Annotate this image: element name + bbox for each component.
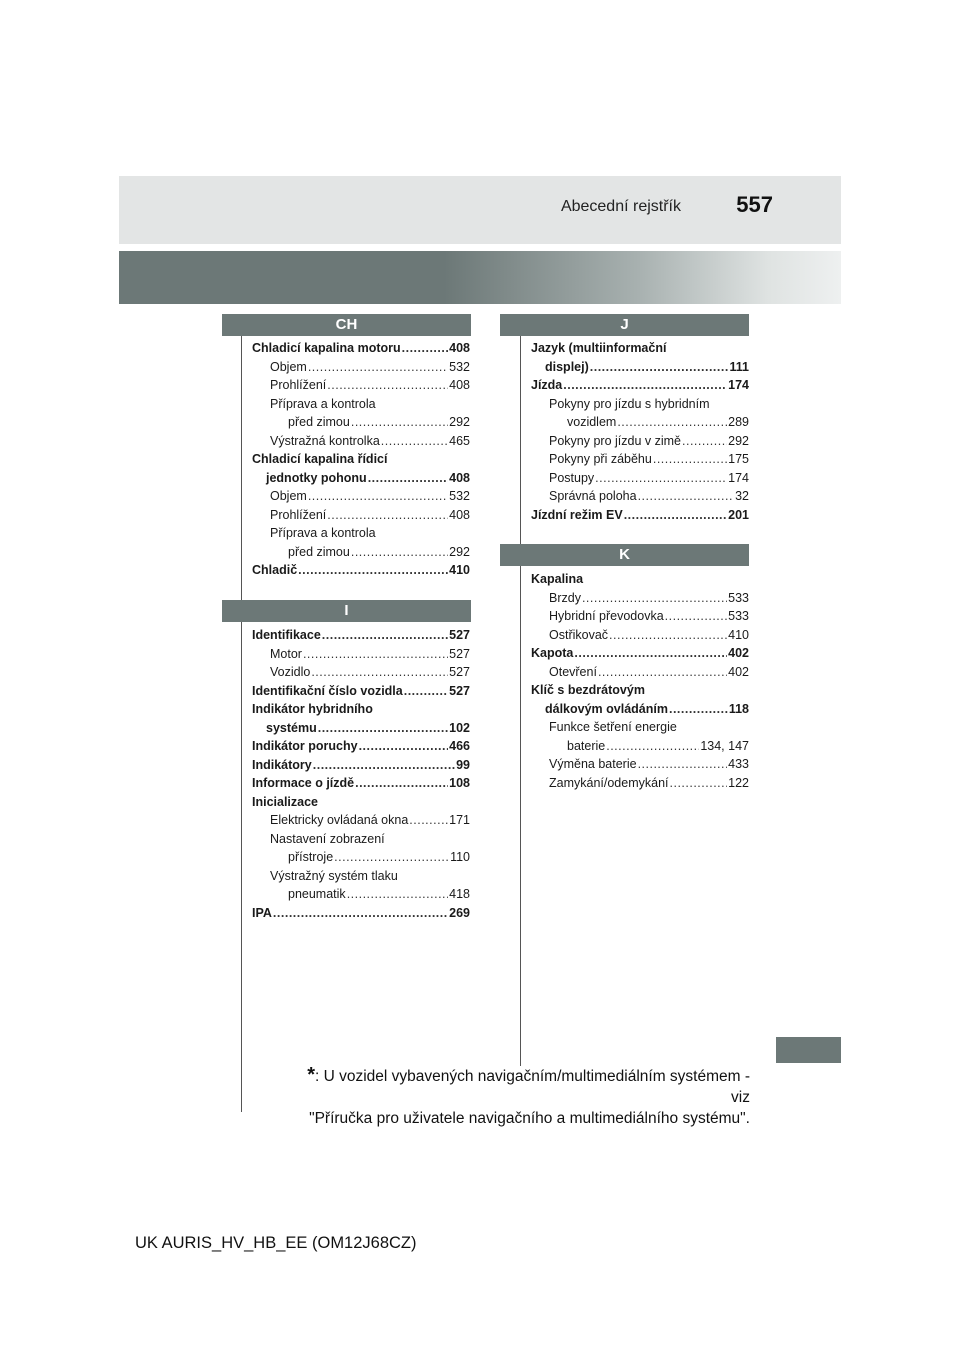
index-entry: Jízdní režim EV ..... 201 — [531, 506, 749, 525]
section-header-i — [222, 600, 471, 622]
index-entry: Inicializace — [252, 794, 319, 809]
footnote-line-1: : U vozidel vybavených navigačním/multimediálním systémem - viz — [314, 1068, 750, 1106]
index-entry: Příprava a kontrola — [270, 396, 376, 411]
index-entry: Prohlížení ..... 408 — [252, 376, 470, 395]
footnote — [285, 1066, 750, 1129]
index-entry: pneumatik ..... 418 — [252, 885, 470, 904]
index-entry: před zimou ..... 292 — [252, 543, 470, 562]
index-entry: Správná poloha ..... 32 — [531, 487, 749, 506]
footnote-marker: * — [307, 1064, 315, 1086]
section-header-j — [500, 314, 749, 336]
index-entry: Ostřikovač ..... 410 — [531, 626, 749, 645]
index-entry: baterie ..... 134, 147 — [531, 737, 749, 756]
index-entry: IPA ..... 269 — [252, 904, 470, 923]
document-code: UK AURIS_HV_HB_EE (OM12J68CZ) — [135, 1234, 417, 1252]
page-header — [119, 176, 841, 244]
index-entry: jednotky pohonu ..... 408 — [252, 469, 470, 488]
index-entry: Informace o jízdě ..... 108 — [252, 774, 470, 793]
footnote-line-2: "Příručka pro uživatele navigačního a multimediálního systému". — [309, 1110, 750, 1127]
section-header-k — [500, 544, 749, 566]
index-entry: Příprava a kontrola — [270, 526, 376, 540]
index-entry: Funkce šetření energie — [549, 720, 677, 734]
section-label: I — [344, 602, 349, 619]
index-entry: Pokyny pro jízdu v zimě ..... 292 — [531, 432, 749, 451]
index-entry: Brzdy ..... 533 — [531, 589, 749, 608]
index-entry: dálkovým ovládáním ..... 118 — [531, 700, 749, 719]
index-entry: Výměna baterie ..... 433 — [531, 755, 749, 774]
index-entry: Hybridní převodovka ..... 533 — [531, 607, 749, 626]
index-entry: Kapalina — [531, 572, 584, 586]
page-number: 557 — [736, 192, 773, 217]
section-label: CH — [335, 316, 358, 333]
index-entry: Pokyny pro jízdu s hybridním — [549, 396, 710, 411]
index-entry: Prohlížení ..... 408 — [252, 506, 470, 525]
header-band — [119, 251, 841, 304]
index-entry: Postupy ..... 174 — [531, 469, 749, 488]
index-entry: Výstražný systém tlaku — [270, 868, 398, 883]
index-list-ch — [252, 339, 470, 580]
section-header-ch — [222, 314, 471, 336]
index-list-k — [531, 570, 749, 792]
index-entry: displej) ..... 111 — [531, 358, 749, 377]
index-entry: Identifikace ..... 527 — [252, 626, 470, 645]
index-entry: Otevření ..... 402 — [531, 663, 749, 682]
index-entry: Pokyny při záběhu ..... 175 — [531, 450, 749, 469]
index-entry: Chladič ..... 410 — [252, 561, 470, 580]
index-entry: Nastavení zobrazení — [270, 831, 385, 846]
index-entry: Klíč s bezdrátovým — [531, 683, 645, 697]
index-entry: Indikátor poruchy ..... 466 — [252, 737, 470, 756]
index-entry: Elektricky ovládaná okna ..... 171 — [252, 811, 470, 830]
index-entry: Výstražná kontrolka ..... 465 — [252, 432, 470, 451]
index-entry: Vozidlo ..... 527 — [252, 663, 470, 682]
index-list-j — [531, 339, 749, 524]
middle-column-divider — [520, 336, 521, 1066]
section-label: K — [619, 546, 630, 563]
index-entry: před zimou ..... 292 — [252, 413, 470, 432]
index-entry: Objem ..... 532 — [252, 487, 470, 506]
index-entry: vozidlem ..... 289 — [531, 413, 749, 432]
index-entry: Chladicí kapalina řídicí — [252, 452, 388, 466]
index-entry: Kapota ..... 402 — [531, 644, 749, 663]
index-entry: Indikátory ..... 99 — [252, 756, 470, 775]
index-entry: Jazyk (multiinformační — [531, 341, 667, 355]
index-entry: systému ..... 102 — [252, 719, 470, 738]
index-entry: Chladicí kapalina motoru ..... 408 — [252, 339, 470, 358]
page-title: Abecední rejstřík — [560, 198, 681, 215]
index-entry: Indikátor hybridního — [252, 702, 373, 716]
index-entry: přístroje ..... 110 — [252, 848, 470, 867]
index-entry: Zamykání/odemykání ..... 122 — [531, 774, 749, 793]
index-entry: Identifikační číslo vozidla ..... 527 — [252, 682, 470, 701]
section-side-tab — [776, 1037, 841, 1063]
left-column-divider — [241, 336, 242, 1112]
index-entry: Motor ..... 527 — [252, 645, 470, 664]
index-list-i — [252, 626, 470, 922]
section-label: J — [620, 316, 629, 333]
index-entry: Jízda ..... 174 — [531, 376, 749, 395]
index-entry: Objem ..... 532 — [252, 358, 470, 377]
